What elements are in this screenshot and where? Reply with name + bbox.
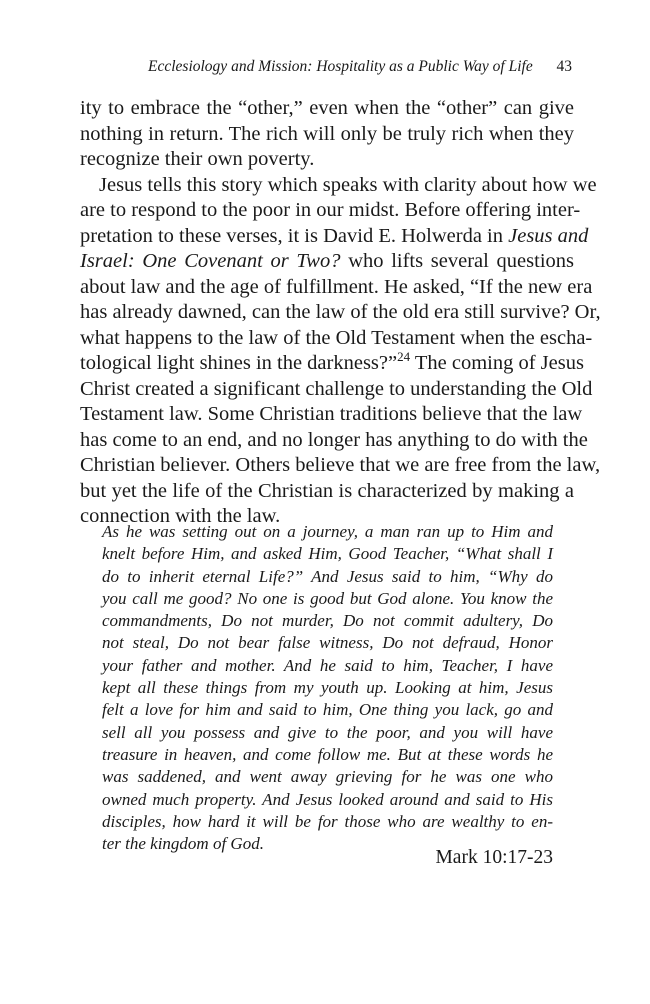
quote-line: disciples, how hard it will be for those who are wealthy to en- — [102, 811, 553, 831]
quote-line: ter the kingdom of God. — [102, 834, 264, 854]
paragraph-2-line: Israel: One Covenant or Two? who lifts several questions — [80, 250, 574, 272]
quote-line: As he was setting out on a journey, a man ran up to Him and — [102, 522, 553, 541]
paragraph-2-line: but yet the life of the Christian is characterized by making a — [80, 479, 574, 502]
paragraph-1-line: nothing in return. The rich will only be truly rich when they — [80, 122, 574, 145]
paragraph-2-line: tological light shines in the darkness?”$^{24}$ The coming of Jesus — [80, 349, 584, 374]
paragraph-2-line: Christ created a significant challenge to understanding the Old — [80, 377, 593, 400]
quote-line: commandments, Do not murder, Do not commit adultery, Do — [102, 611, 553, 631]
quote-line: not steal, Do not bear false witness, Do not defraud, Honor — [102, 633, 553, 653]
paragraph-1-line: recognize their own poverty. — [80, 148, 315, 170]
paragraph-2-line: has come to an end, and no longer has anything to do with the — [80, 428, 588, 451]
running-title: Ecclesiology and Mission: Hospitality as a Public Way of Life — [148, 58, 533, 75]
paragraph-2-line: pretation to these verses, it is David E. Holwerda in Jesus and — [80, 224, 589, 247]
paragraph-2-line: Testament law. Some Christian traditions believe that the law — [80, 403, 583, 425]
quote-line: kept all these things from my youth up. Looking at him, Jesus — [102, 678, 553, 698]
quote-line: knelt before Him, and asked Him, Good Teacher, “What shall I — [102, 544, 553, 564]
quote-citation: Mark 10:17-23 — [435, 847, 553, 868]
book-title: Israel: One Covenant or Two? — [80, 250, 341, 272]
page-number: 43 — [556, 58, 572, 75]
quote-line: your father and mother. And he said to him, Teacher, I have — [102, 655, 553, 675]
paragraph-2-line: Jesus tells this story which speaks with clarity about how we — [99, 173, 597, 196]
quote-line: you call me good? No one is good but God alone. You know the — [102, 588, 553, 608]
paragraph-2-line: about law and the age of fulfillment. He asked, “If the new era — [80, 275, 593, 298]
paragraph-2-line: connection with the law. — [80, 505, 281, 527]
quote-line: do to inherit eternal Life?” And Jesus said to him, “Why do — [102, 566, 553, 586]
quote-line: sell all you possess and give to the poor, and you will have — [102, 722, 553, 742]
footnote-reference[interactable]: 24 — [397, 349, 411, 365]
paragraph-2-line: what happens to the law of the Old Testament when the escha- — [80, 326, 593, 349]
book-title: Jesus and — [508, 224, 589, 247]
running-header — [80, 58, 572, 80]
paragraph-1-line: ity to embrace the “other,” even when the “other” can give — [80, 97, 574, 119]
block-quote — [102, 521, 553, 855]
quote-line: treasure in heaven, and come follow me. But at these words he — [102, 744, 553, 764]
paragraph-2-line: Christian believer. Others believe that we are free from the law, — [80, 454, 601, 476]
quote-line: felt a love for him and said to him, One thing you lack, go and — [102, 700, 553, 720]
paragraph-2-line: are to respond to the poor in our midst. Before offering inter- — [80, 199, 581, 221]
quote-line: owned much property. And Jesus looked around and said to His — [102, 789, 553, 809]
quote-line: was saddened, and went away grieving for he was one who — [102, 767, 553, 787]
paragraph-2-line: has already dawned, can the law of the old era still survive? Or, — [80, 301, 601, 323]
body-text — [80, 96, 601, 530]
